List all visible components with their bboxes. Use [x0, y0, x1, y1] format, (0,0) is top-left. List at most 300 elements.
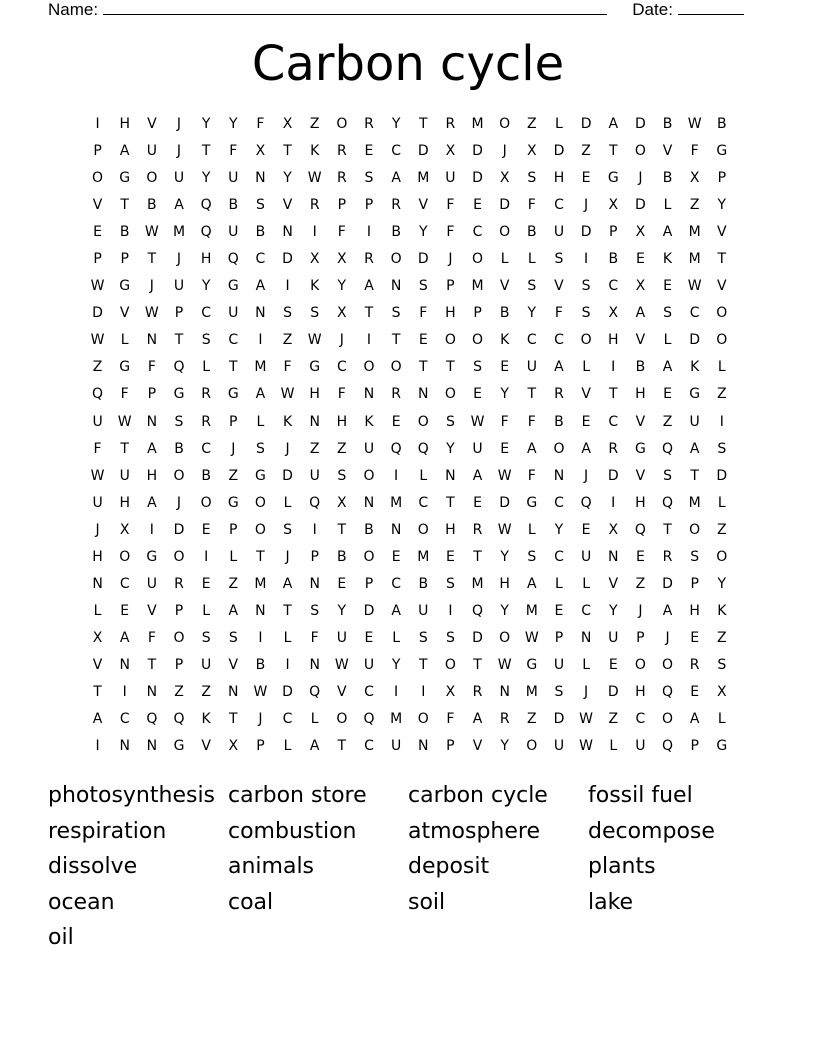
- grid-letter[interactable]: R: [689, 656, 700, 673]
- grid-letter[interactable]: T: [120, 197, 129, 214]
- grid-letter[interactable]: Q: [662, 494, 674, 511]
- grid-letter[interactable]: Z: [174, 683, 184, 700]
- grid-letter[interactable]: I: [421, 683, 426, 700]
- grid-letter[interactable]: O: [689, 521, 701, 538]
- grid-letter[interactable]: O: [553, 440, 565, 457]
- grid-letter[interactable]: Q: [146, 711, 158, 728]
- grid-letter[interactable]: E: [120, 602, 130, 619]
- grid-letter[interactable]: P: [229, 413, 238, 430]
- grid-letter[interactable]: V: [92, 197, 103, 214]
- grid-letter[interactable]: Z: [228, 575, 239, 592]
- grid-letter[interactable]: O: [716, 332, 728, 349]
- grid-letter[interactable]: U: [146, 575, 157, 592]
- grid-letter[interactable]: Y: [717, 575, 727, 592]
- grid-letter[interactable]: T: [364, 305, 374, 322]
- grid-letter[interactable]: A: [391, 602, 401, 619]
- grid-letter[interactable]: Z: [92, 359, 103, 376]
- grid-letter[interactable]: A: [92, 711, 103, 728]
- grid-letter[interactable]: T: [337, 521, 347, 538]
- grid-letter[interactable]: S: [527, 548, 537, 565]
- grid-letter[interactable]: H: [336, 413, 348, 430]
- grid-letter[interactable]: T: [473, 656, 482, 673]
- grid-letter[interactable]: N: [92, 575, 103, 592]
- grid-letter[interactable]: T: [690, 467, 699, 484]
- grid-letter[interactable]: N: [418, 386, 429, 403]
- date-blank[interactable]: [678, 0, 744, 15]
- grid-letter[interactable]: B: [174, 440, 184, 457]
- grid-letter[interactable]: U: [472, 440, 483, 457]
- grid-letter[interactable]: F: [419, 305, 428, 322]
- grid-letter[interactable]: L: [582, 656, 590, 673]
- grid-letter[interactable]: N: [499, 683, 510, 700]
- grid-letter[interactable]: O: [499, 629, 511, 646]
- grid-letter[interactable]: O: [444, 386, 456, 403]
- grid-letter[interactable]: G: [254, 467, 266, 484]
- grid-letter[interactable]: T: [446, 494, 455, 511]
- grid-letter[interactable]: N: [146, 683, 158, 700]
- grid-letter[interactable]: N: [390, 521, 402, 538]
- grid-letter[interactable]: C: [581, 602, 591, 619]
- grid-letter[interactable]: I: [285, 656, 290, 673]
- grid-letter[interactable]: B: [364, 521, 374, 538]
- grid-letter[interactable]: O: [662, 711, 674, 728]
- grid-letter[interactable]: P: [609, 224, 618, 241]
- grid-letter[interactable]: O: [336, 711, 348, 728]
- grid-letter[interactable]: L: [527, 521, 536, 538]
- grid-letter[interactable]: Y: [500, 386, 509, 403]
- grid-letter[interactable]: G: [526, 656, 538, 673]
- grid-letter[interactable]: L: [717, 711, 726, 728]
- grid-letter[interactable]: O: [363, 359, 375, 376]
- grid-letter[interactable]: A: [689, 711, 700, 728]
- grid-letter[interactable]: L: [229, 548, 238, 565]
- grid-letter[interactable]: T: [256, 548, 265, 565]
- grid-letter[interactable]: C: [364, 683, 374, 700]
- grid-letter[interactable]: L: [582, 359, 590, 376]
- grid-letter[interactable]: R: [662, 548, 673, 565]
- grid-letter[interactable]: U: [228, 170, 239, 187]
- grid-letter[interactable]: M: [688, 494, 701, 511]
- grid-letter[interactable]: B: [147, 197, 157, 214]
- grid-letter[interactable]: U: [228, 305, 239, 322]
- grid-letter[interactable]: F: [446, 711, 455, 728]
- grid-letter[interactable]: G: [173, 386, 185, 403]
- grid-letter[interactable]: Z: [635, 575, 646, 592]
- grid-letter[interactable]: L: [283, 494, 292, 511]
- grid-letter[interactable]: C: [472, 224, 483, 241]
- grid-letter[interactable]: A: [554, 359, 564, 376]
- grid-letter[interactable]: U: [363, 656, 375, 673]
- grid-letter[interactable]: F: [310, 629, 319, 646]
- grid-letter[interactable]: T: [283, 602, 292, 619]
- grid-letter[interactable]: J: [584, 467, 589, 484]
- grid-letter[interactable]: I: [394, 683, 399, 700]
- grid-letter[interactable]: B: [228, 197, 239, 214]
- grid-letter[interactable]: V: [635, 413, 646, 430]
- grid-letter[interactable]: A: [472, 711, 483, 728]
- grid-letter[interactable]: T: [527, 386, 537, 403]
- grid-letter[interactable]: P: [337, 197, 347, 214]
- grid-letter[interactable]: A: [662, 602, 673, 619]
- grid-letter[interactable]: N: [146, 332, 158, 349]
- grid-letter[interactable]: A: [147, 440, 157, 457]
- grid-letter[interactable]: N: [608, 548, 619, 565]
- grid-letter[interactable]: V: [119, 305, 130, 322]
- grid-letter[interactable]: I: [122, 683, 127, 700]
- grid-letter[interactable]: P: [554, 629, 564, 646]
- grid-letter[interactable]: Z: [309, 116, 320, 132]
- grid-letter[interactable]: P: [636, 629, 645, 646]
- grid-letter[interactable]: S: [473, 359, 482, 376]
- grid-letter[interactable]: T: [418, 359, 428, 376]
- grid-letter[interactable]: U: [173, 278, 185, 295]
- grid-letter[interactable]: U: [390, 738, 402, 755]
- grid-letter[interactable]: V: [418, 197, 429, 214]
- grid-letter[interactable]: N: [119, 738, 130, 755]
- grid-letter[interactable]: X: [255, 143, 266, 160]
- grid-letter[interactable]: Z: [527, 116, 537, 132]
- grid-letter[interactable]: D: [499, 197, 511, 214]
- grid-letter[interactable]: J: [339, 332, 344, 349]
- grid-letter[interactable]: A: [282, 575, 293, 592]
- grid-letter[interactable]: O: [390, 251, 402, 268]
- grid-letter[interactable]: U: [336, 629, 347, 646]
- grid-letter[interactable]: T: [228, 359, 238, 376]
- grid-letter[interactable]: Q: [173, 711, 185, 728]
- grid-letter[interactable]: F: [147, 359, 156, 376]
- grid-letter[interactable]: P: [93, 143, 102, 160]
- grid-letter[interactable]: M: [471, 116, 484, 132]
- grid-letter[interactable]: S: [581, 305, 591, 322]
- grid-letter[interactable]: M: [390, 711, 403, 728]
- grid-letter[interactable]: S: [527, 170, 537, 187]
- grid-letter[interactable]: O: [716, 305, 728, 322]
- grid-letter[interactable]: W: [117, 413, 132, 430]
- grid-letter[interactable]: G: [716, 143, 728, 160]
- grid-letter[interactable]: U: [445, 170, 456, 187]
- grid-letter[interactable]: L: [120, 332, 129, 349]
- grid-letter[interactable]: G: [173, 738, 185, 755]
- grid-letter[interactable]: C: [635, 711, 646, 728]
- grid-letter[interactable]: U: [553, 656, 565, 673]
- grid-letter[interactable]: Q: [363, 711, 375, 728]
- grid-letter[interactable]: Y: [391, 116, 401, 132]
- grid-letter[interactable]: S: [527, 278, 537, 295]
- grid-letter[interactable]: Z: [662, 413, 673, 430]
- grid-letter[interactable]: V: [147, 602, 157, 619]
- grid-letter[interactable]: T: [93, 683, 102, 700]
- grid-letter[interactable]: X: [92, 629, 103, 646]
- grid-letter[interactable]: X: [499, 170, 510, 187]
- grid-letter[interactable]: X: [608, 305, 619, 322]
- grid-letter[interactable]: O: [363, 548, 375, 565]
- grid-letter[interactable]: X: [445, 143, 456, 160]
- grid-letter[interactable]: S: [310, 305, 320, 322]
- grid-letter[interactable]: L: [202, 359, 211, 376]
- grid-letter[interactable]: E: [500, 359, 510, 376]
- grid-letter[interactable]: W: [497, 467, 512, 484]
- grid-letter[interactable]: U: [526, 359, 537, 376]
- grid-letter[interactable]: P: [174, 656, 184, 673]
- grid-letter[interactable]: D: [417, 251, 429, 268]
- grid-letter[interactable]: Y: [201, 278, 211, 295]
- grid-letter[interactable]: J: [176, 143, 182, 160]
- grid-letter[interactable]: C: [391, 143, 401, 160]
- grid-letter[interactable]: T: [418, 656, 428, 673]
- grid-letter[interactable]: X: [309, 251, 320, 268]
- grid-letter[interactable]: X: [228, 738, 239, 755]
- grid-letter[interactable]: H: [607, 332, 619, 349]
- grid-letter[interactable]: O: [444, 332, 456, 349]
- grid-letter[interactable]: I: [366, 224, 372, 241]
- grid-letter[interactable]: A: [255, 386, 266, 403]
- grid-letter[interactable]: R: [391, 197, 401, 214]
- grid-letter[interactable]: T: [147, 251, 157, 268]
- grid-letter[interactable]: U: [119, 467, 130, 484]
- grid-letter[interactable]: R: [499, 711, 510, 728]
- grid-letter[interactable]: N: [418, 738, 429, 755]
- grid-letter[interactable]: T: [283, 143, 292, 160]
- grid-letter[interactable]: A: [147, 494, 157, 511]
- grid-letter[interactable]: C: [608, 278, 619, 295]
- grid-letter[interactable]: T: [120, 440, 129, 457]
- grid-letter[interactable]: M: [525, 683, 538, 700]
- grid-letter[interactable]: M: [688, 224, 701, 241]
- grid-letter[interactable]: G: [716, 738, 728, 755]
- grid-letter[interactable]: I: [149, 521, 154, 538]
- grid-letter[interactable]: M: [471, 575, 484, 592]
- grid-letter[interactable]: N: [228, 683, 239, 700]
- grid-letter[interactable]: X: [635, 224, 646, 241]
- grid-letter[interactable]: O: [119, 548, 131, 565]
- grid-letter[interactable]: K: [500, 332, 510, 349]
- grid-letter[interactable]: N: [255, 170, 266, 187]
- grid-letter[interactable]: R: [608, 440, 619, 457]
- grid-letter[interactable]: Y: [391, 656, 401, 673]
- grid-letter[interactable]: D: [472, 143, 483, 160]
- grid-letter[interactable]: K: [282, 413, 293, 430]
- grid-letter[interactable]: U: [363, 440, 375, 457]
- grid-letter[interactable]: S: [717, 440, 727, 457]
- grid-letter[interactable]: G: [227, 278, 239, 295]
- grid-letter[interactable]: Y: [418, 224, 428, 241]
- grid-letter[interactable]: N: [390, 278, 402, 295]
- grid-letter[interactable]: E: [608, 656, 618, 673]
- grid-letter[interactable]: A: [119, 143, 130, 160]
- grid-letter[interactable]: J: [502, 143, 507, 160]
- grid-letter[interactable]: G: [689, 386, 701, 403]
- grid-letter[interactable]: J: [584, 197, 589, 214]
- grid-letter[interactable]: D: [607, 467, 619, 484]
- grid-letter[interactable]: X: [445, 683, 456, 700]
- grid-letter[interactable]: J: [176, 494, 182, 511]
- grid-letter[interactable]: F: [690, 143, 699, 160]
- grid-letter[interactable]: P: [690, 738, 699, 755]
- grid-letter[interactable]: N: [146, 413, 158, 430]
- grid-letter[interactable]: D: [472, 629, 483, 646]
- grid-letter[interactable]: E: [337, 575, 347, 592]
- grid-letter[interactable]: G: [119, 170, 131, 187]
- grid-letter[interactable]: S: [663, 467, 672, 484]
- grid-letter[interactable]: O: [526, 738, 538, 755]
- grid-letter[interactable]: J: [665, 629, 670, 646]
- grid-letter[interactable]: D: [282, 467, 293, 484]
- grid-letter[interactable]: Q: [227, 251, 239, 268]
- grid-letter[interactable]: U: [92, 413, 103, 430]
- grid-letter[interactable]: X: [527, 143, 537, 160]
- grid-letter[interactable]: S: [418, 629, 428, 646]
- grid-letter[interactable]: N: [309, 413, 320, 430]
- grid-letter[interactable]: Q: [309, 494, 321, 511]
- grid-letter[interactable]: I: [448, 602, 453, 619]
- grid-letter[interactable]: C: [554, 548, 564, 565]
- grid-letter[interactable]: T: [608, 386, 618, 403]
- name-blank[interactable]: [103, 0, 607, 15]
- grid-letter[interactable]: P: [120, 251, 129, 268]
- grid-letter[interactable]: W: [687, 116, 702, 132]
- grid-letter[interactable]: H: [635, 386, 646, 403]
- grid-letter[interactable]: Y: [201, 170, 211, 187]
- grid-letter[interactable]: A: [527, 440, 537, 457]
- grid-letter[interactable]: R: [201, 413, 211, 430]
- grid-letter[interactable]: W: [280, 386, 295, 403]
- grid-letter[interactable]: O: [254, 521, 266, 538]
- grid-letter[interactable]: C: [554, 197, 564, 214]
- grid-letter[interactable]: V: [499, 278, 510, 295]
- grid-letter[interactable]: C: [201, 305, 212, 322]
- grid-letter[interactable]: B: [499, 305, 510, 322]
- grid-letter[interactable]: N: [255, 602, 266, 619]
- grid-letter[interactable]: O: [417, 711, 429, 728]
- grid-letter[interactable]: N: [445, 467, 456, 484]
- grid-letter[interactable]: S: [554, 251, 564, 268]
- grid-letter[interactable]: T: [147, 656, 157, 673]
- grid-letter[interactable]: Z: [282, 332, 293, 349]
- grid-letter[interactable]: Q: [309, 683, 321, 700]
- grid-letter[interactable]: F: [120, 386, 129, 403]
- grid-letter[interactable]: V: [581, 386, 591, 403]
- grid-letter[interactable]: O: [200, 494, 212, 511]
- grid-letter[interactable]: P: [256, 738, 265, 755]
- grid-letter[interactable]: R: [336, 170, 347, 187]
- grid-letter[interactable]: E: [663, 386, 672, 403]
- grid-letter[interactable]: Q: [472, 602, 484, 619]
- grid-letter[interactable]: X: [635, 278, 646, 295]
- grid-letter[interactable]: R: [554, 386, 564, 403]
- grid-letter[interactable]: K: [662, 251, 673, 268]
- grid-letter[interactable]: E: [500, 440, 510, 457]
- grid-letter[interactable]: F: [554, 305, 563, 322]
- grid-letter[interactable]: B: [717, 116, 727, 132]
- grid-letter[interactable]: P: [364, 197, 374, 214]
- grid-letter[interactable]: Y: [500, 548, 509, 565]
- grid-letter[interactable]: B: [635, 359, 646, 376]
- grid-letter[interactable]: W: [253, 683, 268, 700]
- grid-letter[interactable]: C: [119, 711, 130, 728]
- grid-letter[interactable]: Q: [390, 440, 402, 457]
- grid-letter[interactable]: B: [391, 224, 401, 241]
- grid-letter[interactable]: Y: [608, 602, 618, 619]
- grid-letter[interactable]: L: [283, 629, 292, 646]
- grid-letter[interactable]: Y: [337, 602, 347, 619]
- grid-letter[interactable]: M: [688, 251, 701, 268]
- grid-letter[interactable]: F: [283, 359, 292, 376]
- grid-letter[interactable]: Q: [662, 440, 674, 457]
- grid-letter[interactable]: B: [201, 467, 211, 484]
- grid-letter[interactable]: H: [119, 116, 130, 132]
- grid-letter[interactable]: O: [173, 629, 185, 646]
- grid-letter[interactable]: L: [609, 738, 618, 755]
- grid-letter[interactable]: F: [256, 116, 265, 132]
- grid-letter[interactable]: J: [584, 683, 589, 700]
- grid-letter[interactable]: H: [445, 521, 456, 538]
- grid-letter[interactable]: S: [445, 629, 455, 646]
- grid-letter[interactable]: G: [119, 359, 131, 376]
- grid-letter[interactable]: M: [525, 602, 538, 619]
- grid-letter[interactable]: P: [174, 602, 184, 619]
- grid-letter[interactable]: S: [364, 170, 374, 187]
- grid-letter[interactable]: T: [663, 521, 672, 538]
- grid-letter[interactable]: U: [146, 143, 157, 160]
- grid-letter[interactable]: C: [391, 575, 401, 592]
- grid-letter[interactable]: H: [309, 386, 320, 403]
- grid-letter[interactable]: D: [553, 143, 565, 160]
- grid-letter[interactable]: S: [581, 278, 591, 295]
- grid-letter[interactable]: S: [283, 305, 292, 322]
- grid-letter[interactable]: C: [364, 738, 374, 755]
- grid-letter[interactable]: H: [635, 683, 646, 700]
- grid-letter[interactable]: F: [446, 197, 455, 214]
- grid-letter[interactable]: O: [254, 494, 266, 511]
- grid-letter[interactable]: L: [419, 467, 428, 484]
- grid-letter[interactable]: T: [717, 251, 727, 268]
- grid-letter[interactable]: P: [93, 251, 102, 268]
- grid-letter[interactable]: F: [229, 143, 238, 160]
- grid-letter[interactable]: L: [283, 738, 292, 755]
- grid-letter[interactable]: I: [719, 413, 724, 430]
- grid-letter[interactable]: D: [472, 170, 483, 187]
- grid-letter[interactable]: Q: [173, 359, 185, 376]
- grid-letter[interactable]: S: [310, 602, 320, 619]
- grid-letter[interactable]: V: [282, 197, 293, 214]
- grid-letter[interactable]: J: [285, 440, 290, 457]
- grid-letter[interactable]: D: [282, 683, 293, 700]
- grid-letter[interactable]: N: [119, 656, 130, 673]
- grid-letter[interactable]: A: [472, 467, 483, 484]
- grid-letter[interactable]: Z: [527, 711, 537, 728]
- grid-letter[interactable]: L: [555, 575, 563, 592]
- grid-letter[interactable]: U: [580, 548, 592, 565]
- grid-letter[interactable]: W: [579, 738, 594, 755]
- grid-letter[interactable]: E: [581, 170, 591, 187]
- grid-letter[interactable]: J: [231, 440, 236, 457]
- grid-letter[interactable]: D: [363, 602, 375, 619]
- grid-letter[interactable]: C: [418, 494, 429, 511]
- grid-letter[interactable]: E: [581, 521, 591, 538]
- grid-letter[interactable]: L: [93, 602, 102, 619]
- grid-letter[interactable]: K: [310, 143, 320, 160]
- grid-letter[interactable]: G: [634, 440, 646, 457]
- grid-letter[interactable]: L: [663, 197, 672, 214]
- grid-letter[interactable]: Y: [228, 116, 238, 132]
- grid-letter[interactable]: C: [228, 332, 239, 349]
- grid-letter[interactable]: E: [93, 224, 102, 241]
- grid-letter[interactable]: A: [309, 738, 320, 755]
- grid-letter[interactable]: J: [176, 116, 182, 132]
- grid-letter[interactable]: A: [364, 278, 374, 295]
- grid-letter[interactable]: H: [635, 494, 646, 511]
- grid-letter[interactable]: Q: [634, 521, 646, 538]
